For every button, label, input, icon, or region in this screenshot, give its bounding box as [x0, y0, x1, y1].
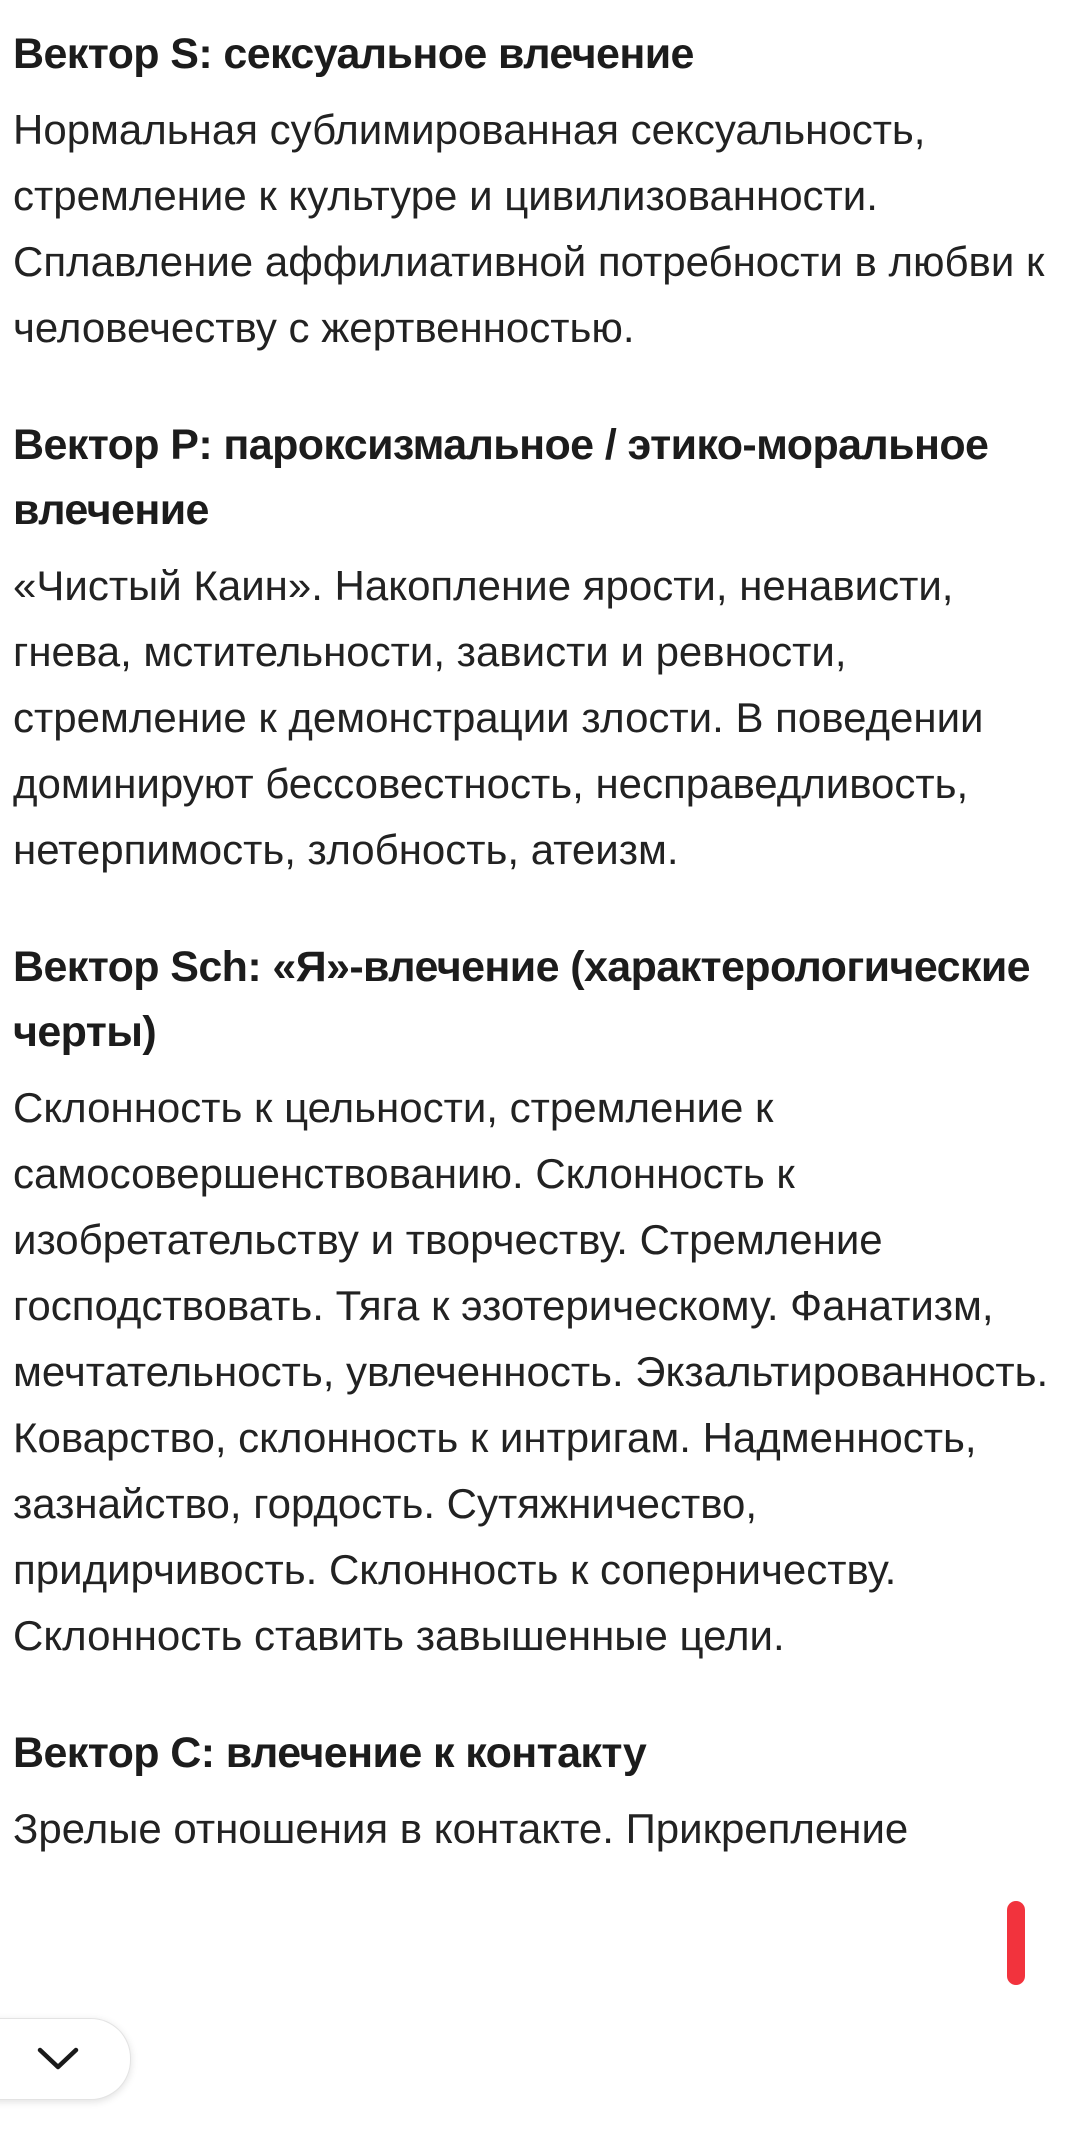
section-spacer: [13, 361, 1063, 413]
section-text: Нормальная сублимированная сексуальность, стремление к культуре и цивилизованности. Сплавление аффилиативной потребности в любви к человечеству с жертвенностью.: [13, 106, 1045, 351]
section-text: Зрелые отношения в контакте. Прикрепление: [13, 1805, 909, 1852]
section-vector-s: [13, 22, 1063, 361]
section-text: Склонность к цельности, стремление к самосовершенствованию. Склонность к изобретательству и творчеству. Стремление господствовать. Тяга к эзотерическому. Фанатизм, мечтательность, увлеченность. Экзальтированность. Коварство, склонность к интригам. Надменность, зазнайство, гордость. Сутяжничество, придирчивость. Склонность к соперничеству. Склонность ставить завышенные цели.: [13, 1084, 1049, 1659]
section-heading: Вектор S: сексуальное влечение: [13, 30, 694, 78]
section-spacer: [13, 883, 1063, 935]
collapse-button[interactable]: [0, 2018, 131, 2100]
section-vector-c: [13, 1721, 1063, 1862]
section-heading: Вектор Sch: «Я»-влечение (характерологические черты): [13, 943, 1030, 1056]
section-heading: Вектор C: влечение к контакту: [13, 1729, 647, 1777]
section-vector-p: [13, 413, 1063, 883]
section-text: «Чистый Каин». Накопление ярости, ненависти, гнева, мстительности, зависти и ревности, стремление к демонстрации злости. В поведении доминируют бессовестность, несправедливость, нетерпимость, злобность, атеизм.: [13, 562, 984, 873]
section-vector-sch: [13, 935, 1063, 1669]
section-spacer: [13, 1669, 1063, 1721]
section-heading: Вектор P: пароксизмальное / этико-моральное влечение: [13, 421, 989, 534]
chevron-down-icon: [36, 2045, 80, 2073]
article-content: [13, 22, 1063, 1862]
scroll-indicator[interactable]: [1007, 1901, 1025, 1985]
